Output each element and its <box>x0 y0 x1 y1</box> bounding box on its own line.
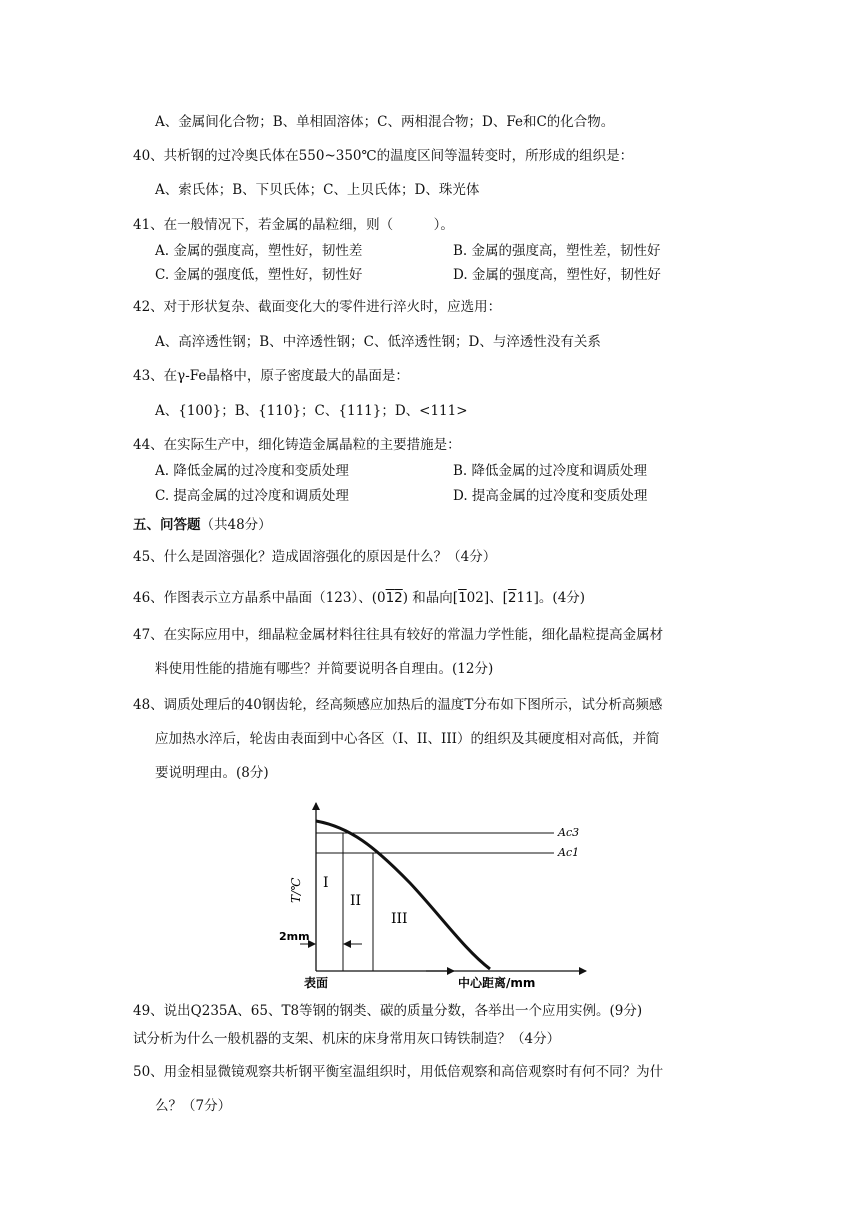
question-41: 41、在一般情况下，若金属的晶粒细，则（ ）。 <box>133 217 454 233</box>
option-44b: B. 降低金属的过冷度和调质处理 <box>453 463 648 479</box>
section-heading <box>133 516 272 534</box>
option-44d: D. 提高金属的过冷度和变质处理 <box>453 488 648 504</box>
option-44a: A. 降低金属的过冷度和变质处理 <box>155 463 349 479</box>
overbar-index: 2 <box>394 590 403 606</box>
question-50-cont: 么？（7分） <box>155 1098 232 1114</box>
option-41a: A. 金属的强度高，塑性好，韧性差 <box>155 243 363 259</box>
y-axis-label: T/℃ <box>289 877 303 903</box>
options-q43: A、{100}；B、{110}；C、{111}；D、<111> <box>155 403 468 419</box>
dim-label: 2mm <box>279 930 310 943</box>
section-score: （共48分） <box>200 517 272 533</box>
section-title: 五、问答题 <box>133 517 201 533</box>
overbar-index: 2 <box>507 590 517 606</box>
options-q40: A、索氏体；B、下贝氏体；C、上贝氏体；D、珠光体 <box>155 182 480 198</box>
question-49: 49、说出Q235A、65、T8等钢的钢类、碳的质量分数，各举出一个应用实例。(9分) <box>133 1003 643 1019</box>
zone-2-label: II <box>350 893 362 909</box>
question-45: 45、什么是固溶强化？造成固溶强化的原因是什么？（4分） <box>133 549 497 565</box>
temperature-curve <box>316 821 490 969</box>
question-extra: 试分析为什么一般机器的支架、机床的床身常用灰口铸铁制造？（4分） <box>133 1031 561 1047</box>
overbar-index: 1 <box>385 590 395 606</box>
ac3-label: Ac3 <box>558 826 580 839</box>
option-41b: B. 金属的强度高，塑性差，韧性好 <box>453 243 661 259</box>
option-line-q39: A、金属间化合物；B、单相固溶体；C、两相混合物；D、Fe和C的化合物。 <box>155 114 615 130</box>
question-48-cont2: 要说明理由。(8分) <box>155 765 269 781</box>
option-44c: C. 提高金属的过冷度和调质处理 <box>155 488 349 504</box>
ac1-label: Ac1 <box>558 846 580 859</box>
question-42: 42、对于形状复杂、截面变化大的零件进行淬火时，应选用： <box>133 299 502 315</box>
zone-3-label: III <box>391 911 408 927</box>
zone-1-label: I <box>323 875 329 891</box>
surface-label: 表面 <box>304 976 329 990</box>
question-48: 48、调质处理后的40钢齿轮，经高频感应加热后的温度T分布如下图所示，试分析高频感 <box>133 697 663 713</box>
option-41d: D. 金属的强度高，塑性好，韧性好 <box>453 267 661 283</box>
question-46: 46、作图表示立方晶系中晶面（123）、(012) 和晶向[102]、[211]。(4分) <box>133 590 586 606</box>
question-44: 44、在实际生产中，细化铸造金属晶粒的主要措施是： <box>133 437 461 453</box>
question-40: 40、共析钢的过冷奥氏体在550~350℃的温度区间等温转变时，所形成的组织是： <box>133 148 634 164</box>
x-axis-label: 中心距离/mm <box>458 976 536 990</box>
temperature-distribution-diagram <box>270 795 590 995</box>
overbar-index: 1 <box>458 590 467 606</box>
question-43: 43、在γ-Fe晶格中，原子密度最大的晶面是： <box>133 368 409 384</box>
question-47: 47、在实际应用中，细晶粒金属材料往往具有较好的常温力学性能，细化晶粒提高金属材 <box>133 627 664 643</box>
question-50: 50、用金相显微镜观察共析钢平衡室温组织时，用低倍观察和高倍观察时有何不同？为什 <box>133 1064 664 1080</box>
question-47-cont: 料使用性能的措施有哪些？并简要说明各自理由。(12分) <box>155 661 494 677</box>
option-41c: C. 金属的强度低，塑性好，韧性好 <box>155 267 363 283</box>
question-48-cont: 应加热水淬后，轮齿由表面到中心各区（I、II、III）的组织及其硬度相对高低，并简 <box>155 731 660 747</box>
options-q42: A、高淬透性钢；B、中淬透性钢；C、低淬透性钢；D、与淬透性没有关系 <box>155 334 601 350</box>
